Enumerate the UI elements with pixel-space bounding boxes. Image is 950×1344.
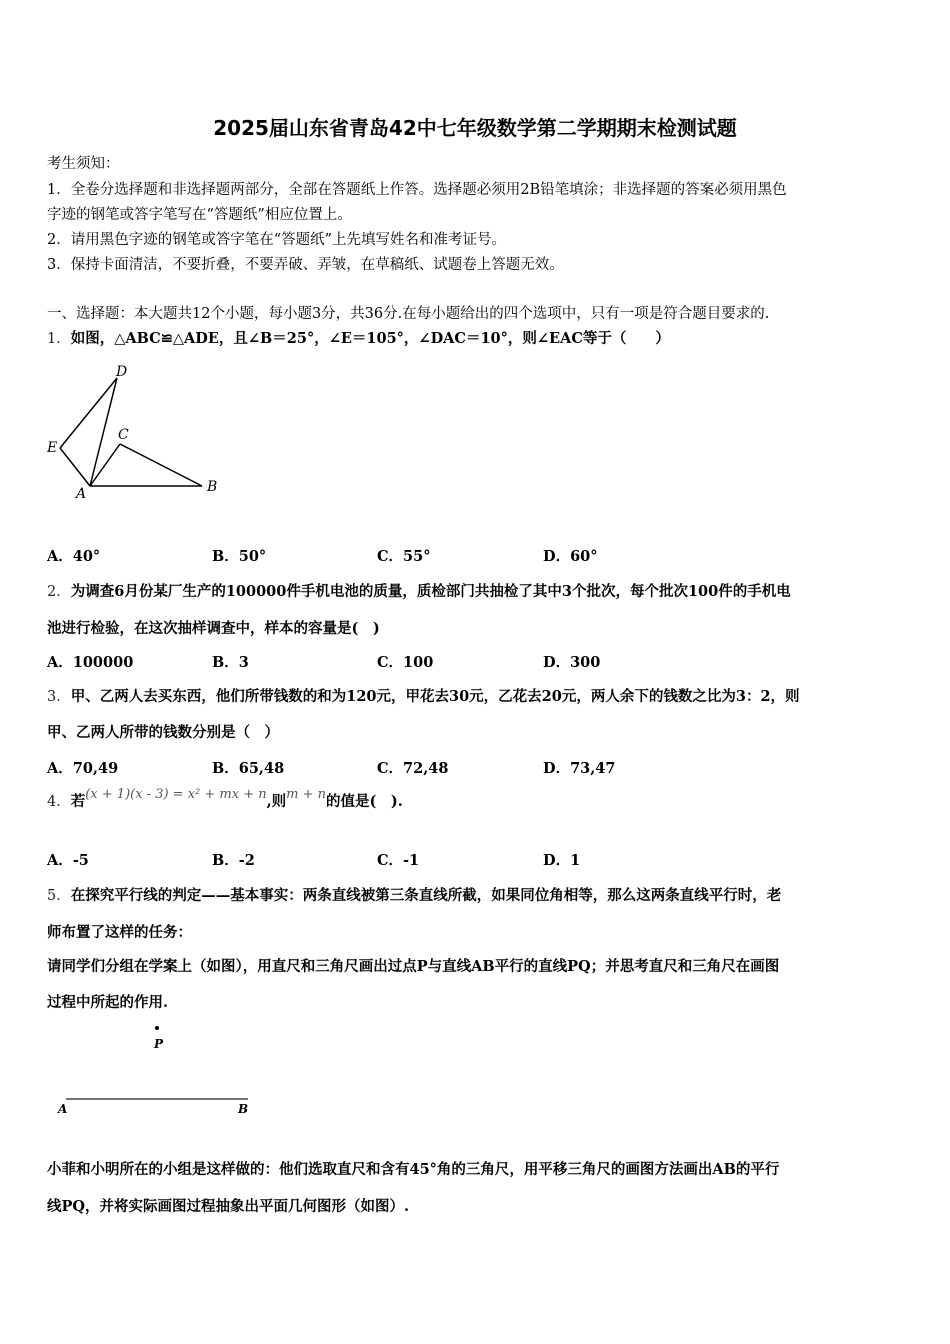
question-3-text-a: 甲、乙两人去买东西，他们所带钱数的和为120元，甲花去30元，乙花去20元，两人余下的钱数之比为3：2，则 [70, 688, 800, 705]
question-4-number: 4． [47, 794, 71, 810]
label-B: B [238, 1102, 249, 1116]
q3-option-d[interactable]: D．73,47 [543, 760, 616, 777]
label-B: B [207, 479, 218, 495]
question-5-follow-a: 小菲和小明所在的小组是这样做的：他们选取直尺和含有45°角的三角尺，用平移三角尺的画图方法画出AB的平行 [47, 1161, 780, 1178]
parallel-line-figure [50, 1020, 270, 1120]
q3-option-a[interactable]: A．70,49 [47, 760, 119, 777]
point-P [155, 1026, 159, 1030]
q4-option-a[interactable]: A．-5 [47, 852, 89, 869]
question-2-number: 2． [47, 584, 71, 600]
section-heading: 一、选择题：本大题共12个小题，每小题3分，共36分.在每小题给出的四个选项中，只有一项是符合题目要求的. [47, 306, 770, 322]
question-1 [47, 327, 670, 348]
question-3-text-b: 甲、乙两人所带的钱数分别是（ ） [47, 724, 279, 741]
question-5-text-b: 师布置了这样的任务： [47, 924, 192, 941]
q2-option-d[interactable]: D．300 [543, 654, 601, 671]
question-2 [47, 580, 791, 601]
q3-option-c[interactable]: C．72,48 [377, 760, 449, 777]
q2-option-a[interactable]: A．100000 [47, 654, 134, 671]
q1-option-b[interactable]: B．50° [212, 548, 267, 565]
q4-option-b[interactable]: B．-2 [212, 852, 255, 869]
question-2-text-a: 为调查6月份某厂生产的100000件手机电池的质量，质检部门共抽检了其中3个批次，每个批次100件的手机电 [70, 583, 791, 600]
notice-line-1b: 字迹的钢笔或答字笔写在“答题纸”相应位置上。 [47, 207, 352, 223]
page-title: 2025届山东省青岛42中七年级数学第二学期期末检测试题 [213, 116, 737, 140]
q4-option-c[interactable]: C．-1 [377, 852, 420, 869]
question-4-pre: 若 [70, 793, 86, 810]
question-4-post: 的值是( ). [326, 793, 403, 810]
label-A: A [58, 1102, 68, 1116]
q1-option-a[interactable]: A．40° [47, 548, 101, 565]
question-1-number: 1． [47, 331, 71, 347]
notice-line-1a: 1．全卷分选择题和非选择题两部分，全部在答题纸上作答。选择题必须用2B铅笔填涂；非选择题的答案必须用黑色 [47, 182, 787, 198]
q3-option-b[interactable]: B．65,48 [212, 760, 285, 777]
q4-option-d[interactable]: D．1 [543, 852, 581, 869]
question-5-task-b: 过程中所起的作用. [47, 994, 169, 1011]
question-2-text-b: 池进行检验，在这次抽样调查中，样本的容量是( ) [47, 620, 380, 637]
q2-option-c[interactable]: C．100 [377, 654, 434, 671]
question-1-text: 如图，△ABC≌△ADE，且∠B＝25°，∠E＝105°，∠DAC＝10°，则∠EAC等于（ ） [70, 330, 670, 347]
triangle-figure [40, 358, 230, 508]
label-D: D [116, 364, 128, 380]
label-P: P [154, 1037, 164, 1051]
label-A: A [76, 486, 87, 502]
q1-option-d[interactable]: D．60° [543, 548, 598, 565]
question-4-expression-2: m + n [286, 787, 327, 802]
notice-line-2: 2．请用黑色字迹的钢笔或答字笔在“答题纸”上先填写姓名和准考证号。 [47, 232, 507, 248]
segment-AE [60, 448, 90, 486]
label-C: C [118, 427, 129, 443]
question-4 [47, 787, 403, 811]
segment-CB [120, 444, 202, 486]
q1-option-c[interactable]: C．55° [377, 548, 431, 565]
notice-heading: 考生须知： [47, 156, 120, 172]
question-5-follow-b: 线PQ，并将实际画图过程抽象出平面几何图形（如图）. [47, 1198, 410, 1215]
question-5-text-a: 在探究平行线的判定——基本事实：两条直线被第三条直线所截，如果同位角相等，那么这两条直线平行时，老 [70, 887, 782, 904]
question-4-expression: (x + 1)(x - 3) = x² + mx + n [85, 787, 267, 802]
q2-option-b[interactable]: B．3 [212, 654, 249, 671]
question-5-task-a: 请同学们分组在学案上（如图），用直尺和三角尺画出过点P与直线AB平行的直线PQ；并思考直尺和三角尺在画图 [47, 958, 780, 975]
question-3-number: 3． [47, 689, 71, 705]
question-3 [47, 685, 800, 706]
label-E: E [47, 440, 58, 456]
question-5-number: 5． [47, 888, 71, 904]
question-4-mid: ,则 [266, 793, 287, 810]
notice-line-3: 3．保持卡面清洁，不要折叠，不要弄破、弄皱，在草稿纸、试题卷上答题无效。 [47, 257, 564, 273]
question-5 [47, 884, 781, 905]
